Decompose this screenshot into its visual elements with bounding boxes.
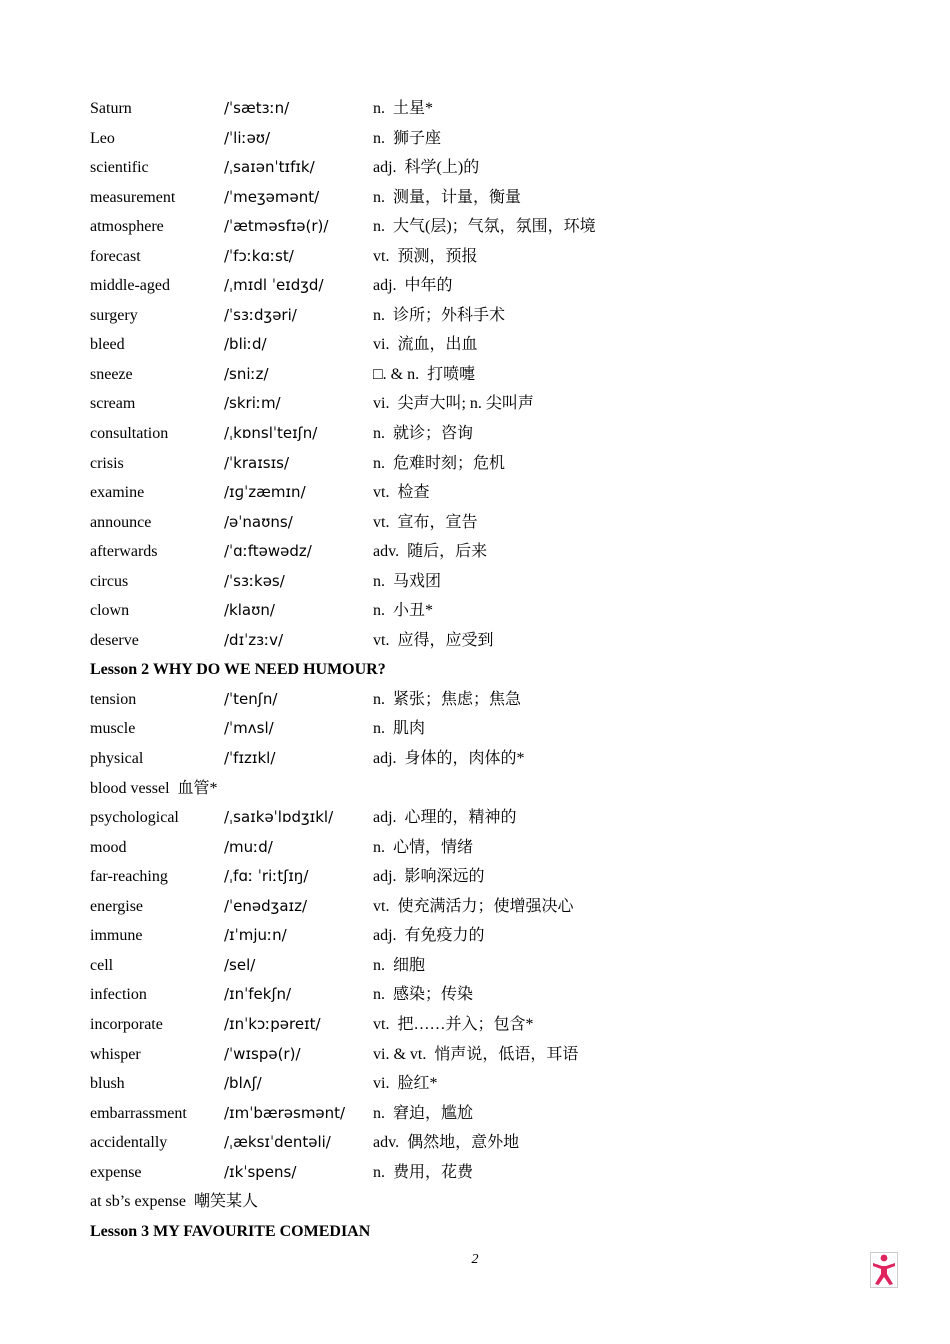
vocab-word: whisper bbox=[90, 1045, 141, 1063]
vocab-word: far-reaching bbox=[90, 868, 168, 886]
phrase-text bbox=[90, 1187, 258, 1217]
vocab-definition bbox=[373, 183, 521, 213]
meaning: 危难时刻；危机 bbox=[393, 454, 506, 472]
vocab-phonetic: /ˈsɜːkəs/ bbox=[224, 571, 285, 590]
vocab-word: infection bbox=[90, 986, 147, 1004]
vocab-word: scientific bbox=[90, 159, 149, 177]
part-of-speech: vt. bbox=[373, 631, 390, 649]
page-number: 2 bbox=[471, 1252, 479, 1267]
vocab-phonetic: /ˌæksɪˈdentəli/ bbox=[224, 1133, 331, 1152]
vocab-row bbox=[90, 803, 890, 833]
meaning: 小丑* bbox=[393, 602, 434, 620]
vocab-definition bbox=[373, 242, 477, 272]
vocab-word: expense bbox=[90, 1163, 142, 1181]
vocab-phonetic: /ˈfɪzɪkl/ bbox=[224, 749, 276, 768]
vocab-definition bbox=[373, 1069, 437, 1099]
vocab-word: atmosphere bbox=[90, 218, 164, 236]
meaning: 细胞 bbox=[393, 956, 426, 974]
vocab-row bbox=[90, 124, 890, 154]
vocab-word: deserve bbox=[90, 631, 139, 649]
person-logo-icon bbox=[870, 1252, 898, 1288]
phrase-english: blood vessel bbox=[90, 779, 170, 797]
vocab-phonetic: /ˈætməsfɪə(r)/ bbox=[224, 217, 329, 236]
vocab-word: forecast bbox=[90, 247, 141, 265]
part-of-speech: adv. bbox=[373, 1134, 400, 1152]
vocab-row bbox=[90, 567, 890, 597]
vocab-definition bbox=[373, 980, 473, 1010]
vocab-row bbox=[90, 537, 890, 567]
part-of-speech: n. bbox=[373, 306, 385, 324]
vocab-row bbox=[90, 980, 890, 1010]
vocab-definition bbox=[373, 360, 475, 390]
vocab-phonetic: /əˈnaʊns/ bbox=[224, 512, 293, 531]
part-of-speech: n. bbox=[373, 454, 385, 472]
part-of-speech: n. bbox=[373, 986, 385, 1004]
vocab-row bbox=[90, 508, 890, 538]
part-of-speech: n. bbox=[373, 690, 385, 708]
vocab-word: scream bbox=[90, 395, 136, 413]
vocab-row bbox=[90, 744, 890, 774]
vocab-row bbox=[90, 1128, 890, 1158]
part-of-speech: n. bbox=[373, 1163, 385, 1181]
part-of-speech: adj. bbox=[373, 159, 397, 177]
vocab-row bbox=[90, 833, 890, 863]
vocab-word: Leo bbox=[90, 129, 115, 147]
vocab-row bbox=[90, 951, 890, 981]
vocab-phonetic: /ˈsɜːdʒəri/ bbox=[224, 305, 297, 324]
meaning: 窘迫，尴尬 bbox=[393, 1104, 474, 1122]
part-of-speech: □. & n. bbox=[373, 365, 420, 383]
vocab-definition bbox=[373, 921, 485, 951]
vocab-word: surgery bbox=[90, 306, 138, 324]
vocab-definition bbox=[373, 803, 517, 833]
vocab-word: tension bbox=[90, 690, 137, 708]
vocab-row bbox=[90, 1158, 890, 1188]
meaning: 紧张；焦虑；焦急 bbox=[393, 690, 522, 708]
vocab-row bbox=[90, 183, 890, 213]
meaning: 尖声大叫; n. 尖叫声 bbox=[397, 395, 534, 413]
part-of-speech: n. bbox=[373, 572, 385, 590]
meaning: 中年的 bbox=[404, 277, 453, 295]
phrase-text bbox=[90, 774, 218, 804]
vocab-definition bbox=[373, 153, 479, 183]
meaning: 费用，花费 bbox=[393, 1163, 474, 1181]
part-of-speech: n. bbox=[373, 956, 385, 974]
phrase-meaning: 嘲笑某人 bbox=[193, 1193, 258, 1211]
part-of-speech: n. bbox=[373, 602, 385, 620]
meaning: 狮子座 bbox=[393, 129, 442, 147]
vocab-row bbox=[90, 330, 890, 360]
vocab-phonetic: /ˈenədʒaɪz/ bbox=[224, 896, 308, 915]
meaning: 打喷嚏 bbox=[427, 365, 476, 383]
vocab-row bbox=[90, 892, 890, 922]
meaning: 检查 bbox=[397, 484, 430, 502]
vocab-definition bbox=[373, 330, 477, 360]
meaning: 有免疫力的 bbox=[404, 927, 485, 945]
vocab-word: mood bbox=[90, 838, 127, 856]
part-of-speech: vi. bbox=[373, 336, 390, 354]
vocab-word: examine bbox=[90, 484, 145, 502]
vocab-definition bbox=[373, 389, 534, 419]
vocab-word: clown bbox=[90, 602, 130, 620]
vocab-phonetic: /ɪkˈspens/ bbox=[224, 1162, 297, 1181]
vocab-phonetic: /sel/ bbox=[224, 955, 256, 974]
vocab-row bbox=[90, 596, 890, 626]
vocab-word: bleed bbox=[90, 336, 125, 354]
vocab-definition bbox=[373, 449, 505, 479]
meaning: 身体的，肉体的* bbox=[404, 750, 525, 768]
vocab-definition bbox=[373, 124, 441, 154]
part-of-speech: n. bbox=[373, 188, 385, 206]
vocab-row bbox=[90, 449, 890, 479]
part-of-speech: adj. bbox=[373, 868, 397, 886]
part-of-speech: vi. bbox=[373, 1075, 390, 1093]
vocab-row bbox=[90, 685, 890, 715]
vocab-word: accidentally bbox=[90, 1134, 168, 1152]
vocab-definition bbox=[373, 833, 473, 863]
vocab-row bbox=[90, 1099, 890, 1129]
meaning: 科学(上)的 bbox=[404, 159, 480, 177]
vocab-definition bbox=[373, 1128, 519, 1158]
vocab-word: sneeze bbox=[90, 365, 133, 383]
vocab-phonetic: /ɪnˈkɔːpəreɪt/ bbox=[224, 1014, 321, 1033]
vocab-definition bbox=[373, 596, 433, 626]
part-of-speech: n. bbox=[373, 100, 385, 117]
lesson-title: Lesson 3 MY FAVOURITE COMEDIAN bbox=[90, 1222, 371, 1240]
vocab-row bbox=[90, 242, 890, 272]
meaning: 大气(层)；气氛，氛围，环境 bbox=[393, 218, 596, 236]
vocab-word: energise bbox=[90, 897, 144, 915]
meaning: 就诊；咨询 bbox=[393, 425, 474, 443]
vocab-phonetic: /ɪmˈbærəsmənt/ bbox=[224, 1103, 346, 1122]
part-of-speech: vt. bbox=[373, 513, 390, 531]
vocab-phonetic: /ˌmɪdl ˈeɪdʒd/ bbox=[224, 276, 324, 295]
part-of-speech: n. bbox=[373, 838, 385, 856]
meaning: 使充满活力；使增强决心 bbox=[397, 897, 574, 915]
lesson-heading bbox=[90, 1217, 890, 1247]
meaning: 心情，情绪 bbox=[393, 838, 474, 856]
vocab-word: embarrassment bbox=[90, 1104, 187, 1122]
part-of-speech: adj. bbox=[373, 927, 397, 945]
part-of-speech: vt. bbox=[373, 897, 390, 915]
meaning: 偶然地，意外地 bbox=[407, 1134, 520, 1152]
vocab-word: consultation bbox=[90, 425, 169, 443]
vocab-definition bbox=[373, 685, 521, 715]
vocab-phonetic: /klaʊn/ bbox=[224, 601, 275, 620]
meaning: 宣布，宣告 bbox=[397, 513, 478, 531]
vocab-word: Saturn bbox=[90, 100, 132, 117]
meaning: 土星* bbox=[393, 100, 434, 117]
vocab-row bbox=[90, 921, 890, 951]
meaning: 脸红* bbox=[397, 1075, 438, 1093]
part-of-speech: adv. bbox=[373, 543, 400, 561]
vocab-definition bbox=[373, 94, 433, 124]
vocab-word: announce bbox=[90, 513, 152, 531]
meaning: 悄声说，低语，耳语 bbox=[434, 1045, 579, 1063]
vocab-phonetic: /ˈɑːftəwədz/ bbox=[224, 542, 312, 561]
vocab-phonetic: /ˌsaɪənˈtɪfɪk/ bbox=[224, 158, 315, 177]
vocab-definition bbox=[373, 744, 525, 774]
vocab-row bbox=[90, 271, 890, 301]
part-of-speech: adj. bbox=[373, 809, 397, 827]
vocab-row bbox=[90, 862, 890, 892]
meaning: 应得，应受到 bbox=[397, 631, 494, 649]
part-of-speech: n. bbox=[373, 129, 385, 147]
vocab-phonetic: /ˈmʌsl/ bbox=[224, 719, 274, 738]
vocab-phonetic: /ˈmeʒəmənt/ bbox=[224, 187, 320, 206]
vocab-definition bbox=[373, 951, 425, 981]
part-of-speech: adj. bbox=[373, 750, 397, 768]
vocab-row bbox=[90, 626, 890, 656]
vocab-definition bbox=[373, 1010, 533, 1040]
vocab-row bbox=[90, 212, 890, 242]
vocab-definition bbox=[373, 862, 485, 892]
meaning: 马戏团 bbox=[393, 572, 442, 590]
vocab-row bbox=[90, 1040, 890, 1070]
vocab-phonetic: /bliːd/ bbox=[224, 335, 267, 354]
vocab-word: crisis bbox=[90, 454, 124, 472]
vocab-definition bbox=[373, 1040, 578, 1070]
vocab-definition bbox=[373, 271, 453, 301]
vocab-word: circus bbox=[90, 572, 129, 590]
phrase-meaning: 血管* bbox=[177, 779, 218, 797]
part-of-speech: vt. bbox=[373, 247, 390, 265]
meaning: 随后，后来 bbox=[407, 543, 488, 561]
vocab-row bbox=[90, 419, 890, 449]
vocab-definition bbox=[373, 892, 573, 922]
part-of-speech: vt. bbox=[373, 484, 390, 502]
part-of-speech: vi. bbox=[373, 395, 390, 413]
vocab-phonetic: /skriːm/ bbox=[224, 394, 281, 413]
vocab-phonetic: /ˈwɪspə(r)/ bbox=[224, 1044, 301, 1063]
vocab-word: immune bbox=[90, 927, 143, 945]
vocab-row bbox=[90, 1010, 890, 1040]
vocab-row bbox=[90, 389, 890, 419]
vocab-definition bbox=[373, 508, 477, 538]
meaning: 诊所；外科手术 bbox=[393, 306, 506, 324]
vocab-row bbox=[90, 478, 890, 508]
vocab-phonetic: /blʌʃ/ bbox=[224, 1074, 262, 1093]
vocab-definition bbox=[373, 567, 441, 597]
lesson-title: Lesson 2 WHY DO WE NEED HUMOUR? bbox=[90, 661, 386, 679]
vocab-definition bbox=[373, 537, 487, 567]
meaning: 预测，预报 bbox=[397, 247, 478, 265]
vocab-word: cell bbox=[90, 956, 114, 974]
vocab-phonetic: /ˈsætɜːn/ bbox=[224, 99, 290, 117]
vocab-phonetic: /ˈkraɪsɪs/ bbox=[224, 453, 290, 472]
vocab-phonetic: /muːd/ bbox=[224, 837, 273, 856]
vocab-word: psychological bbox=[90, 809, 179, 827]
vocab-definition bbox=[373, 1158, 473, 1188]
vocab-phonetic: /ˈfɔːkɑːst/ bbox=[224, 246, 294, 265]
meaning: 感染；传染 bbox=[393, 986, 474, 1004]
vocab-word: muscle bbox=[90, 720, 136, 738]
vocab-phonetic: /dɪˈzɜːv/ bbox=[224, 630, 284, 649]
vocab-row bbox=[90, 714, 890, 744]
vocab-phonetic: /ˈtenʃn/ bbox=[224, 689, 278, 708]
part-of-speech: n. bbox=[373, 218, 385, 236]
part-of-speech: vt. bbox=[373, 1015, 390, 1033]
vocab-definition bbox=[373, 1099, 473, 1129]
phrase-row bbox=[90, 774, 890, 804]
vocab-row bbox=[90, 301, 890, 331]
vocab-definition bbox=[373, 212, 596, 242]
vocab-phonetic: /ɪˈmjuːn/ bbox=[224, 926, 287, 945]
vocab-definition bbox=[373, 419, 473, 449]
vocab-word: blush bbox=[90, 1075, 125, 1093]
vocab-row bbox=[90, 153, 890, 183]
vocab-phonetic: /ɪnˈfekʃn/ bbox=[224, 985, 292, 1004]
vocab-word: middle-aged bbox=[90, 277, 170, 295]
vocab-row bbox=[90, 94, 890, 124]
meaning: 把……并入；包含* bbox=[397, 1015, 534, 1033]
vocab-definition bbox=[373, 478, 429, 508]
part-of-speech: n. bbox=[373, 720, 385, 738]
part-of-speech: n. bbox=[373, 1104, 385, 1122]
vocab-phonetic: /ɪɡˈzæmɪn/ bbox=[224, 483, 306, 502]
meaning: 影响深远的 bbox=[404, 868, 485, 886]
vocab-word: afterwards bbox=[90, 543, 158, 561]
vocab-word: physical bbox=[90, 750, 144, 768]
phrase-english: at sb’s expense bbox=[90, 1193, 186, 1211]
lesson-heading bbox=[90, 655, 890, 685]
vocab-definition bbox=[373, 626, 493, 656]
vocab-word: incorporate bbox=[90, 1015, 163, 1033]
part-of-speech: n. bbox=[373, 425, 385, 443]
vocab-definition bbox=[373, 301, 505, 331]
part-of-speech: vi. & vt. bbox=[373, 1045, 427, 1063]
vocab-phonetic: /ˌfɑː ˈriːtʃɪŋ/ bbox=[224, 867, 309, 886]
vocab-phonetic: /ˌkɒnslˈteɪʃn/ bbox=[224, 424, 318, 443]
phrase-row bbox=[90, 1187, 890, 1217]
vocab-phonetic: /sniːz/ bbox=[224, 364, 269, 383]
vocab-phonetic: /ˈliːəʊ/ bbox=[224, 128, 271, 147]
vocab-row bbox=[90, 360, 890, 390]
vocab-row bbox=[90, 1069, 890, 1099]
part-of-speech: adj. bbox=[373, 277, 397, 295]
vocab-word: measurement bbox=[90, 188, 176, 206]
meaning: 肌肉 bbox=[393, 720, 426, 738]
vocab-phonetic: /ˌsaɪkəˈlɒdʒɪkl/ bbox=[224, 808, 334, 827]
meaning: 测量，计量，衡量 bbox=[393, 188, 522, 206]
vocabulary-list bbox=[90, 94, 890, 1246]
meaning: 流血，出血 bbox=[397, 336, 478, 354]
meaning: 心理的，精神的 bbox=[404, 809, 517, 827]
vocab-definition bbox=[373, 714, 425, 744]
